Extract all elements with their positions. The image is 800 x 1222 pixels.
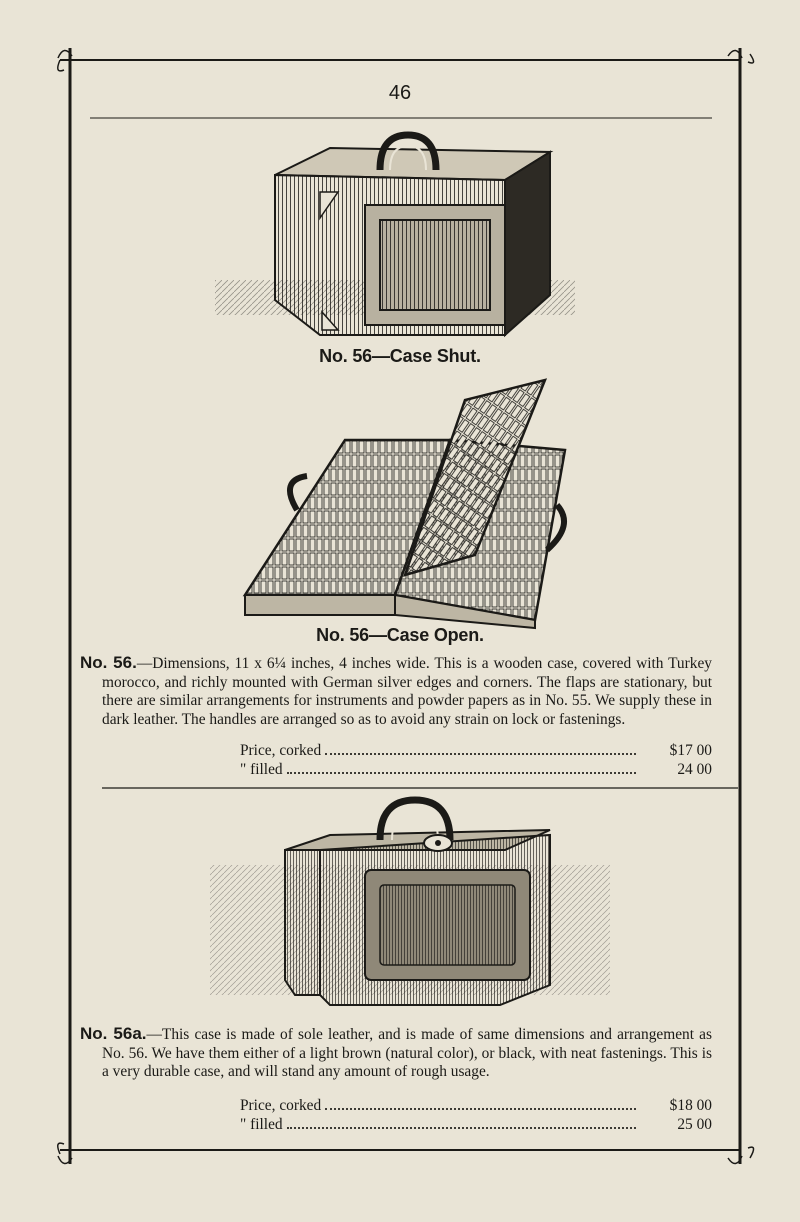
price-label: " filled <box>240 761 283 778</box>
price-amount: $18 00 <box>669 1097 712 1114</box>
dot-leader <box>325 1108 636 1110</box>
item-56a-text: —This case is made of sole leather, and is made of same dimensions and arrangement as No. 56. We have them either of a light brown (natural color), or black, with neat fastenings. This is a very durable case, and will stand any amount of rough usage. <box>102 1026 713 1081</box>
case-open-illustration <box>225 370 585 630</box>
item-56a-price-list <box>240 1097 712 1135</box>
item-56-price-list <box>240 742 712 780</box>
caption-case-open: No. 56—Case Open. <box>316 625 484 645</box>
item-56-text: —Dimensions, 11 x 6¼ inches, 4 inches wide. This is a wooden case, covered with Turkey morocco, and richly mounted with German silver edges and corners. The flaps are stationary, but there are similar arrangements for instruments and powder papers as in No. 55. We supply these in dark leather. The handles are arranged so as to avoid any strain on lock or fastenings. <box>102 655 712 728</box>
price-row <box>240 1097 712 1116</box>
item-56a-description <box>80 1024 713 1082</box>
price-amount: 24 00 <box>677 761 712 778</box>
leather-case-illustration <box>200 795 620 1020</box>
page-number: 46 <box>388 82 412 104</box>
caption-case-shut: No. 56—Case Shut. <box>319 346 481 366</box>
price-label: " filled <box>240 1116 283 1133</box>
dot-leader <box>287 1127 636 1129</box>
dot-leader <box>325 753 636 755</box>
item-56a-number: No. 56a. <box>80 1024 147 1043</box>
price-amount: $17 00 <box>669 742 712 759</box>
item-56-number: No. 56. <box>80 653 137 672</box>
case-shut-illustration <box>210 130 590 345</box>
dot-leader <box>287 772 636 774</box>
price-row <box>240 761 712 780</box>
price-amount: 25 00 <box>677 1116 712 1133</box>
price-row <box>240 742 712 761</box>
price-label: Price, corked <box>240 742 322 759</box>
item-56-description <box>80 653 712 729</box>
price-row <box>240 1116 712 1135</box>
price-label: Price, corked <box>240 1097 322 1114</box>
